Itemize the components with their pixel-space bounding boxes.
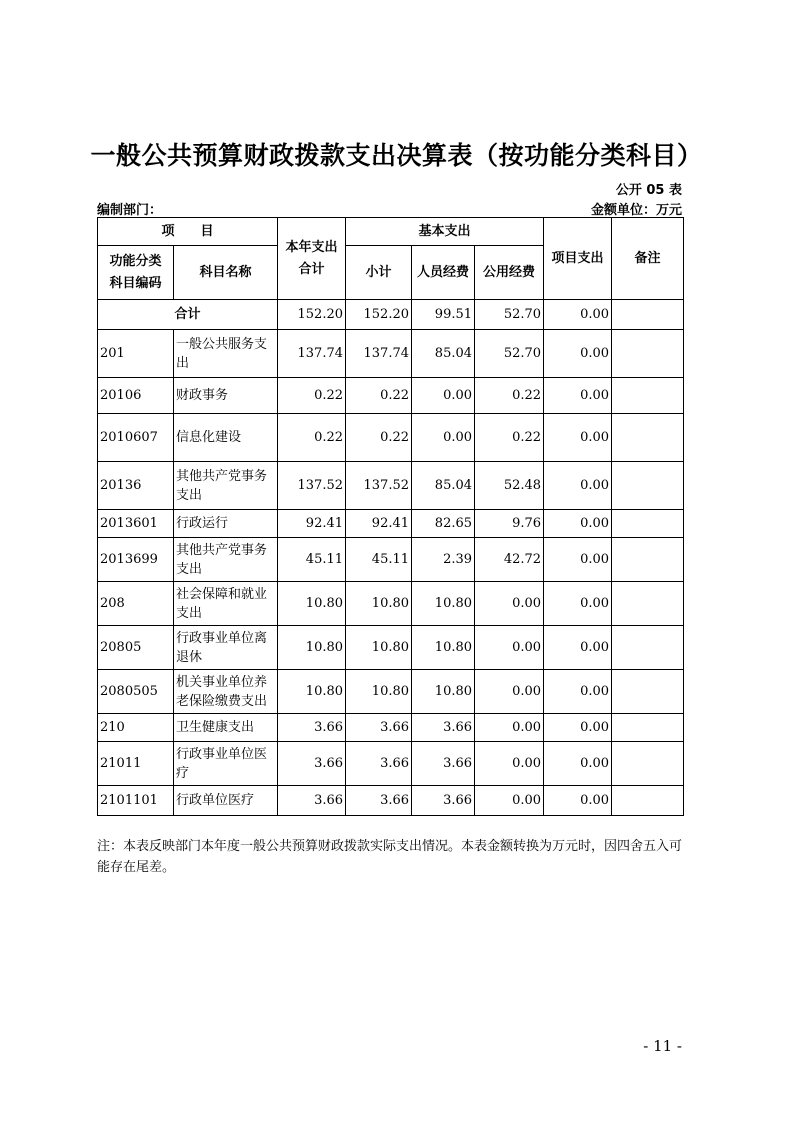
personnel-cell: 99.51 bbox=[412, 300, 475, 330]
header-basic: 基本支出 bbox=[346, 218, 544, 246]
header-subtotal: 小计 bbox=[346, 246, 412, 300]
subtotal-cell: 152.20 bbox=[346, 300, 412, 330]
subtotal-cell: 137.52 bbox=[346, 462, 412, 510]
project-cell: 0.00 bbox=[544, 670, 612, 714]
expenditure-table bbox=[97, 217, 684, 816]
name-cell: 卫生健康支出 bbox=[174, 714, 278, 742]
remark-cell bbox=[612, 414, 684, 462]
table-row bbox=[98, 742, 684, 786]
name-cell: 行政事业单位医疗 bbox=[174, 742, 278, 786]
project-cell: 0.00 bbox=[544, 378, 612, 414]
remark-cell bbox=[612, 330, 684, 378]
subtotal-cell: 10.80 bbox=[346, 582, 412, 626]
public-cell: 52.48 bbox=[475, 462, 544, 510]
project-cell: 0.00 bbox=[544, 414, 612, 462]
personnel-cell: 85.04 bbox=[412, 462, 475, 510]
public-cell: 0.22 bbox=[475, 414, 544, 462]
total-cell: 92.41 bbox=[278, 510, 346, 538]
total-cell: 137.52 bbox=[278, 462, 346, 510]
table-row bbox=[98, 414, 684, 462]
subtotal-cell: 10.80 bbox=[346, 626, 412, 670]
project-cell: 0.00 bbox=[544, 582, 612, 626]
total-cell: 10.80 bbox=[278, 582, 346, 626]
project-cell: 0.00 bbox=[544, 714, 612, 742]
table-row bbox=[98, 330, 684, 378]
total-row bbox=[98, 300, 684, 330]
name-cell: 机关事业单位养老保险缴费支出 bbox=[174, 670, 278, 714]
header-code-text: 功能分类科目编码 bbox=[109, 253, 162, 291]
public-cell: 9.76 bbox=[475, 510, 544, 538]
table-note: 注：本表反映部门本年度一般公共预算财政拨款实际支出情况。本表金额转换为万元时，因四舍五入可能存在尾差。 bbox=[97, 839, 683, 875]
remark-cell bbox=[612, 582, 684, 626]
remark-cell bbox=[612, 742, 684, 786]
name-cell: 一般公共服务支出 bbox=[174, 330, 278, 378]
header-item: 项 目 bbox=[98, 218, 278, 246]
total-cell: 3.66 bbox=[278, 714, 346, 742]
table-row bbox=[98, 510, 684, 538]
name-cell: 行政单位医疗 bbox=[174, 786, 278, 816]
header-public: 公用经费 bbox=[475, 246, 544, 300]
project-cell: 0.00 bbox=[544, 742, 612, 786]
name-cell: 财政事务 bbox=[174, 378, 278, 414]
public-cell: 0.00 bbox=[475, 786, 544, 816]
remark-cell bbox=[612, 378, 684, 414]
table-row bbox=[98, 714, 684, 742]
total-cell: 152.20 bbox=[278, 300, 346, 330]
remark-cell bbox=[612, 786, 684, 816]
remark-cell bbox=[612, 670, 684, 714]
public-cell: 42.72 bbox=[475, 538, 544, 582]
header-personnel: 人员经费 bbox=[412, 246, 475, 300]
remark-cell bbox=[612, 538, 684, 582]
table-row bbox=[98, 462, 684, 510]
table-row bbox=[98, 626, 684, 670]
name-cell: 其他共产党事务支出 bbox=[174, 538, 278, 582]
total-cell: 3.66 bbox=[278, 742, 346, 786]
page-number: - 11 - bbox=[643, 1037, 682, 1055]
name-cell: 行政运行 bbox=[174, 510, 278, 538]
public-cell: 0.00 bbox=[475, 714, 544, 742]
total-cell: 10.80 bbox=[278, 670, 346, 714]
form-number: 公开 05 表 bbox=[615, 183, 682, 198]
personnel-cell: 10.80 bbox=[412, 670, 475, 714]
personnel-cell: 0.00 bbox=[412, 378, 475, 414]
personnel-cell: 85.04 bbox=[412, 330, 475, 378]
name-cell: 信息化建设 bbox=[174, 414, 278, 462]
code-cell: 2101101 bbox=[98, 786, 174, 816]
project-cell: 0.00 bbox=[544, 626, 612, 670]
remark-cell bbox=[612, 300, 684, 330]
project-cell: 0.00 bbox=[544, 300, 612, 330]
code-cell: 201 bbox=[98, 330, 174, 378]
code-cell: 2013699 bbox=[98, 538, 174, 582]
header-name: 科目名称 bbox=[174, 246, 278, 300]
code-cell: 210 bbox=[98, 714, 174, 742]
personnel-cell: 82.65 bbox=[412, 510, 475, 538]
public-cell: 52.70 bbox=[475, 330, 544, 378]
remark-cell bbox=[612, 462, 684, 510]
code-cell: 2080505 bbox=[98, 670, 174, 714]
code-cell: 2010607 bbox=[98, 414, 174, 462]
code-cell: 20136 bbox=[98, 462, 174, 510]
subtotal-cell: 0.22 bbox=[346, 414, 412, 462]
subtotal-cell: 45.11 bbox=[346, 538, 412, 582]
header-project: 项目支出 bbox=[544, 218, 612, 300]
code-cell: 2013601 bbox=[98, 510, 174, 538]
subtotal-cell: 3.66 bbox=[346, 786, 412, 816]
total-cell: 137.74 bbox=[278, 330, 346, 378]
public-cell: 0.22 bbox=[475, 378, 544, 414]
total-cell: 0.22 bbox=[278, 378, 346, 414]
subtotal-cell: 137.74 bbox=[346, 330, 412, 378]
remark-cell bbox=[612, 510, 684, 538]
project-cell: 0.00 bbox=[544, 510, 612, 538]
table-row bbox=[98, 538, 684, 582]
project-cell: 0.00 bbox=[544, 330, 612, 378]
total-cell: 45.11 bbox=[278, 538, 346, 582]
code-cell: 20106 bbox=[98, 378, 174, 414]
personnel-cell: 2.39 bbox=[412, 538, 475, 582]
remark-cell bbox=[612, 714, 684, 742]
table-row bbox=[98, 786, 684, 816]
page-title: 一般公共预算财政拨款支出决算表（按功能分类科目） bbox=[90, 141, 703, 170]
header-remark: 备注 bbox=[612, 218, 684, 300]
project-cell: 0.00 bbox=[544, 786, 612, 816]
project-cell: 0.00 bbox=[544, 462, 612, 510]
unit-label: 金额单位：万元 bbox=[590, 203, 682, 218]
name-cell: 社会保障和就业支出 bbox=[174, 582, 278, 626]
total-cell: 10.80 bbox=[278, 626, 346, 670]
code-cell: 20805 bbox=[98, 626, 174, 670]
personnel-cell: 3.66 bbox=[412, 742, 475, 786]
department-label: 编制部门： bbox=[97, 203, 163, 218]
header-total-text: 本年支出合计 bbox=[285, 239, 338, 277]
public-cell: 0.00 bbox=[475, 670, 544, 714]
personnel-cell: 10.80 bbox=[412, 582, 475, 626]
subtotal-cell: 3.66 bbox=[346, 714, 412, 742]
code-cell: 208 bbox=[98, 582, 174, 626]
table-row bbox=[98, 582, 684, 626]
public-cell: 52.70 bbox=[475, 300, 544, 330]
subtotal-cell: 3.66 bbox=[346, 742, 412, 786]
total-label: 合计 bbox=[98, 300, 278, 330]
subtotal-cell: 92.41 bbox=[346, 510, 412, 538]
personnel-cell: 3.66 bbox=[412, 786, 475, 816]
public-cell: 0.00 bbox=[475, 742, 544, 786]
header-code bbox=[98, 246, 174, 300]
public-cell: 0.00 bbox=[475, 626, 544, 670]
remark-cell bbox=[612, 626, 684, 670]
header-total bbox=[278, 218, 346, 300]
personnel-cell: 3.66 bbox=[412, 714, 475, 742]
project-cell: 0.00 bbox=[544, 538, 612, 582]
total-cell: 3.66 bbox=[278, 786, 346, 816]
table-row bbox=[98, 670, 684, 714]
total-cell: 0.22 bbox=[278, 414, 346, 462]
name-cell: 其他共产党事务支出 bbox=[174, 462, 278, 510]
public-cell: 0.00 bbox=[475, 582, 544, 626]
subtotal-cell: 10.80 bbox=[346, 670, 412, 714]
personnel-cell: 0.00 bbox=[412, 414, 475, 462]
code-cell: 21011 bbox=[98, 742, 174, 786]
name-cell: 行政事业单位离退休 bbox=[174, 626, 278, 670]
table-row bbox=[98, 378, 684, 414]
personnel-cell: 10.80 bbox=[412, 626, 475, 670]
subtotal-cell: 0.22 bbox=[346, 378, 412, 414]
